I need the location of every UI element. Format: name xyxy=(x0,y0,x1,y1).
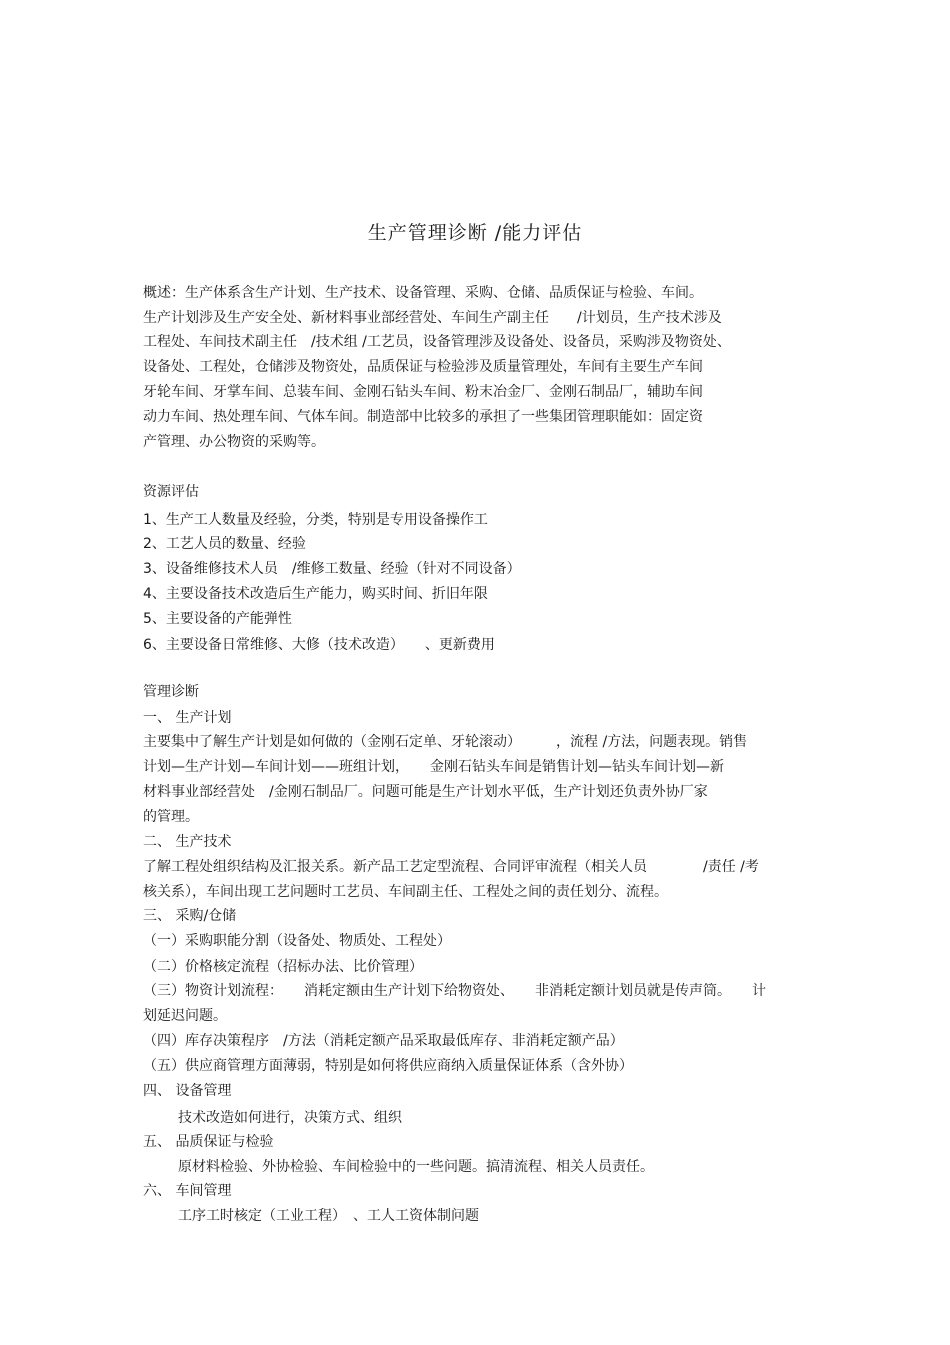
resource-item: 4、主要设备技术改造后生产能力，购买时间、折旧年限 xyxy=(143,586,488,602)
section-heading-resource: 资源评估 xyxy=(143,484,199,500)
body-line: 技术改造如何进行，决策方式、组织 xyxy=(178,1110,402,1126)
subsection-heading: 一、 生产计划 xyxy=(143,710,232,726)
overview-line: 生产计划涉及生产安全处、新材料事业部经营处、车间生产副主任 /计划员，生产技术涉及 xyxy=(143,310,722,326)
body-line: （二）价格核定流程（招标办法、比价管理） xyxy=(143,959,423,975)
body-line: 划延迟问题。 xyxy=(143,1008,227,1024)
body-line: 的管理。 xyxy=(143,809,199,825)
body-line: 材料事业部经营处 /金刚石制品厂。问题可能是生产计划水平低，生产计划还负责外协厂家 xyxy=(143,784,708,800)
subsection-heading: 三、 采购/仓储 xyxy=(143,908,237,924)
overview-line: 产管理、办公物资的采购等。 xyxy=(143,434,325,450)
subsection-heading: 二、 生产技术 xyxy=(143,834,232,850)
overview-line: 动力车间、热处理车间、气体车间。制造部中比较多的承担了一些集团管理职能如：固定资 xyxy=(143,409,703,425)
body-line: （五）供应商管理方面薄弱，特别是如何将供应商纳入质量保证体系（含外协） xyxy=(143,1058,633,1074)
overview-line: 设备处、工程处，仓储涉及物资处，品质保证与检验涉及质量管理处，车间有主要生产车间 xyxy=(143,359,703,375)
resource-item: 2、工艺人员的数量、经验 xyxy=(143,536,306,552)
body-line: 了解工程处组织结构及汇报关系。新产品工艺定型流程、合同评审流程（相关人员 /责任 /考 xyxy=(143,859,759,875)
body-line: 计划—生产计划—车间计划——班组计划， 金刚石钻头车间是销售计划—钻头车间计划—新 xyxy=(143,759,724,775)
body-line: 核关系），车间出现工艺问题时工艺员、车间副主任、工程处之间的责任划分、流程。 xyxy=(143,884,668,900)
document-title: 生产管理诊断 /能力评估 xyxy=(367,222,583,244)
body-line: 主要集中了解生产计划是如何做的（金刚石定单、牙轮滚动） ，流程 /方法，问题表现。销售 xyxy=(143,734,748,750)
body-line: （四）库存决策程序 /方法（消耗定额产品采取最低库存、非消耗定额产品） xyxy=(143,1033,624,1049)
overview-line: 工程处、车间技术副主任 /技术组 /工艺员，设备管理涉及设备处、设备员，采购涉及物资处、 xyxy=(143,334,731,350)
overview-line: 概述：生产体系含生产计划、生产技术、设备管理、采购、仓储、品质保证与检验、车间。 xyxy=(143,285,703,301)
resource-item: 6、主要设备日常维修、大修（技术改造） 、更新费用 xyxy=(143,637,495,653)
section-heading-management: 管理诊断 xyxy=(143,684,199,700)
resource-item: 5、主要设备的产能弹性 xyxy=(143,611,292,627)
resource-item: 3、设备维修技术人员 /维修工数量、经验（针对不同设备） xyxy=(143,561,521,577)
body-line: （一）采购职能分割（设备处、物质处、工程处） xyxy=(143,933,451,949)
body-line: （三）物资计划流程： 消耗定额由生产计划下给物资处、 非消耗定额计划员就是传声筒。 计 xyxy=(143,983,766,999)
resource-item: 1、生产工人数量及经验，分类，特别是专用设备操作工 xyxy=(143,512,488,528)
overview-line: 牙轮车间、牙掌车间、总装车间、金刚石钻头车间、粉末冶金厂、金刚石制品厂，辅助车间 xyxy=(143,384,703,400)
subsection-heading: 五、 品质保证与检验 xyxy=(143,1134,274,1150)
body-line: 工序工时核定（工业工程） 、工人工资体制问题 xyxy=(178,1208,479,1224)
body-line: 原材料检验、外协检验、车间检验中的一些问题。搞清流程、相关人员责任。 xyxy=(178,1159,654,1175)
subsection-heading: 四、 设备管理 xyxy=(143,1083,232,1099)
subsection-heading: 六、 车间管理 xyxy=(143,1183,232,1199)
